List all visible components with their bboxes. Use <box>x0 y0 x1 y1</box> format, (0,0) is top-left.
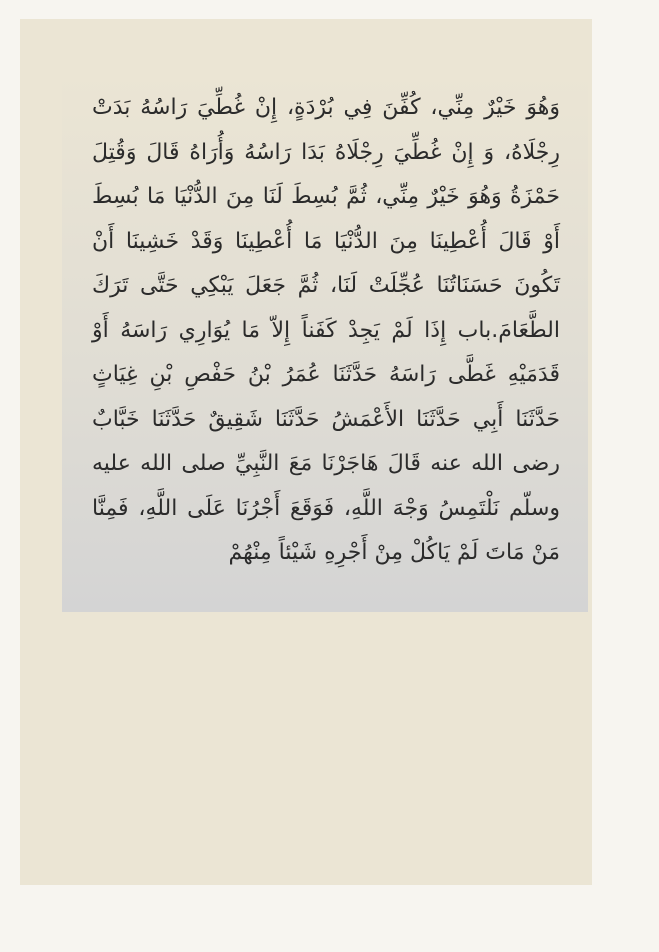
text-block <box>62 74 588 612</box>
document-page <box>20 19 592 885</box>
hadith-paragraph: وَهُوَ خَيْرٌ مِنِّي، كُفِّنَ فِي بُرْدَةٍ، إِنْ غُطِّيَ رَاسُهُ بَدَتْ رِجْلَاهُ، وَ إِنْ غُطِّيَ رِجْلَاهُ بَدَا رَاسُهُ وَأُرَاهُ قَالَ وَقُتِلَ حَمْزَةُ وَهُوَ خَيْرٌ مِنِّي، ثُمَّ بُسِطَ لَنَا مِنَ الدُّنْيَا مَا بُسِطَ أَوْ قَالَ أُعْطِينَا مِنَ الدُّنْيَا مَا أُعْطِينَا وَقَدْ خَشِينَا أَنْ تَكُونَ حَسَنَاتُنَا عُجِّلَتْ لَنَا، ثُمَّ جَعَلَ يَبْكِي حَتَّى تَرَكَ الطَّعَامَ.باب إِذَا لَمْ يَجِدْ كَفَناً إِلاّ مَا يُوَارِي رَاسَهُ أَوْ قَدَمَيْهِ غَطَّى رَاسَهُ حَدَّثَنَا عُمَرُ بْنُ حَفْصِ بْنِ غِيَاثٍ حَدَّثَنَا أَبِي حَدَّثَنَا الأَعْمَشُ حَدَّثَنَا شَقِيقٌ حَدَّثَنَا خَبَّابٌ رضى الله عنه قَالَ هَاجَرْنَا مَعَ النَّبِيِّ صلى الله عليه وسلّم نَلْتَمِسُ وَجْهَ اللَّهِ، فَوَقَعَ أَجْرُنَا عَلَى اللَّهِ، فَمِنَّا مَنْ مَاتَ لَمْ يَاكُلْ مِنْ أَجْرِهِ شَيْئاً مِنْهُمْ <box>92 95 560 565</box>
